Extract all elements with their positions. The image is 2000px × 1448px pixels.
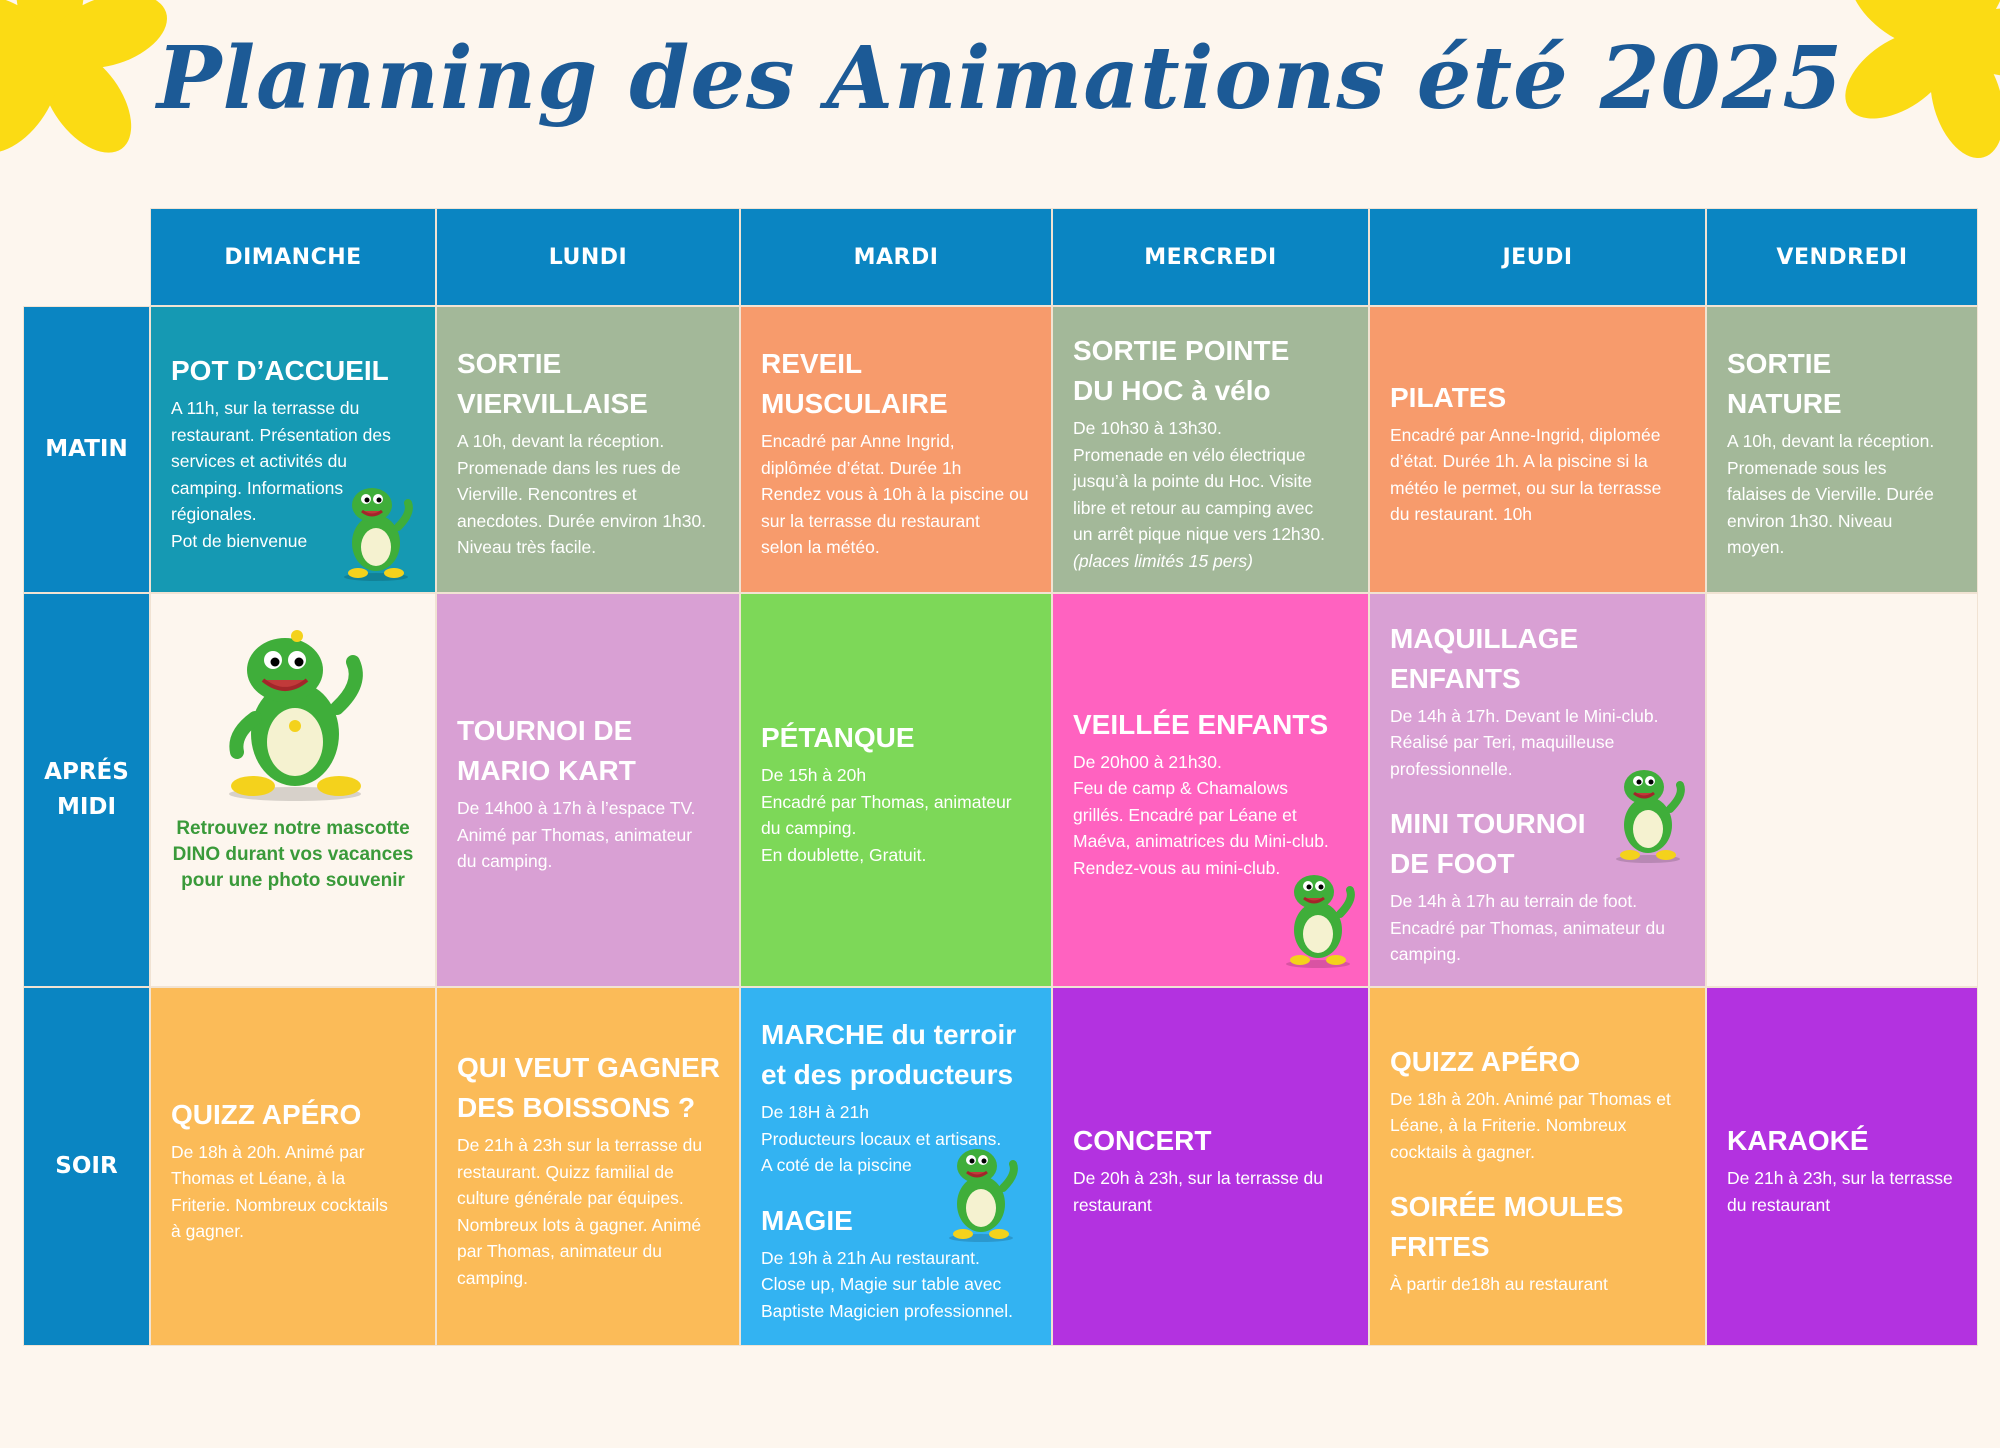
activity-title: MINI TOURNOI DE FOOT xyxy=(1390,808,1586,879)
mascot-caption: Retrouvez notre mascotte DINO durant vos vacances pour une photo souvenir xyxy=(172,818,414,891)
activity-title: POT D’ACCUEIL xyxy=(171,355,389,386)
activity-matin-vendredi xyxy=(1706,306,1978,593)
day-header-mardi: MARDI xyxy=(740,208,1052,306)
activity-apres-midi-mardi xyxy=(740,593,1052,987)
activity-title: SORTIE NATURE xyxy=(1727,348,1842,420)
period-matin xyxy=(23,306,150,593)
activity-title: QUIZZ APÉRO xyxy=(1390,1045,1581,1077)
activity-soir-lundi xyxy=(436,987,740,1346)
activity-text: De 21h à 23h sur la terrasse du restaurant. Quizz familial de culture générale par équipes. Nombreux lots à gagner. Animé par Thomas, animateur du camping. xyxy=(457,1135,703,1288)
activity-text: De 21h à 23h, sur la terrasse du restaurant xyxy=(1727,1168,1953,1215)
dino-mascot-icon xyxy=(941,1138,1021,1243)
period-label: SOIR xyxy=(55,1153,118,1179)
activity-text: De 18H à 21h Producteurs locaux et artisans. A coté de la piscine xyxy=(761,1102,1002,1175)
activity-text: Encadré par Anne-Ingrid, diplomée d’état. Durée 1h. A la piscine si la météo le permet, ou sur la terrasse du restaurant. 10h xyxy=(1390,424,1662,524)
day-header-lundi: LUNDI xyxy=(436,208,740,306)
day-header-dimanche: DIMANCHE xyxy=(150,208,436,306)
activity-matin-mercredi xyxy=(1052,306,1369,593)
period-label: MIDI xyxy=(56,794,117,820)
activity-title: KARAOKÉ xyxy=(1727,1125,1869,1156)
activity-text: De 14h à 17h. Devant le Mini-club. Réalisé par Teri, maquilleuse professionnelle. xyxy=(1390,705,1659,779)
dino-mascot-icon xyxy=(213,622,373,802)
activity-soir-dimanche xyxy=(150,987,436,1346)
activity-text: De 15h à 20h Encadré par Thomas, animateur du camping. En doublette, Gratuit. xyxy=(761,765,1012,865)
activity-soir-jeudi xyxy=(1369,987,1706,1346)
activity-text: De 20h00 à 21h30. Feu de camp & Chamalows grillés. Encadré par Léane et Maéva, animatrices du Mini-club. Rendez-vous au mini-club. xyxy=(1073,751,1329,878)
activity-text: De 14h à 17h au terrain de foot. Encadré par Thomas, animateur du camping. xyxy=(1390,891,1665,964)
activity-text: A 10h, devant la réception. Promenade sous les falaises de Vierville. Durée environ 1h30. Niveau moyen. xyxy=(1727,431,1935,558)
day-header-vendredi: VENDREDI xyxy=(1706,208,1978,306)
activity-text: De 14h00 à 17h à l’espace TV. Animé par Thomas, animateur du camping. xyxy=(457,798,696,872)
activity-title: MAQUILLAGE ENFANTS xyxy=(1390,622,1579,694)
activity-title: REVEIL MUSCULAIRE xyxy=(761,348,948,420)
activity-matin-lundi xyxy=(436,306,740,593)
period-apres-midi xyxy=(23,593,150,987)
activity-title: PÉTANQUE xyxy=(761,722,915,753)
activity-title: MARCHE du terroir et des producteurs xyxy=(761,1019,1017,1090)
activity-soir-mercredi xyxy=(1052,987,1369,1346)
activity-title: CONCERT xyxy=(1073,1125,1212,1156)
dino-mascot-icon xyxy=(1608,759,1688,864)
day-header-jeudi: JEUDI xyxy=(1369,208,1706,306)
activity-title: QUIZZ APÉRO xyxy=(171,1098,362,1130)
activity-text: À partir de18h au restaurant xyxy=(1390,1274,1608,1294)
activity-text: A 11h, sur la terrasse du restaurant. Présentation des services et activités du camping. Informations régionales. Pot de bienvenue xyxy=(171,398,391,551)
activity-note: (places limités 15 pers) xyxy=(1073,550,1253,571)
activity-apres-midi-mercredi xyxy=(1052,593,1369,987)
activity-title: PILATES xyxy=(1390,381,1507,413)
period-label: APRÉS xyxy=(44,759,129,785)
activity-text: De 19h à 21h Au restaurant. Close up, Magie sur table avec Baptiste Magicien professionnel. xyxy=(761,1247,1013,1321)
activity-title: SOIRÉE MOULES FRITES xyxy=(1390,1191,1624,1262)
activity-text: Encadré par Anne Ingrid, diplômée d’état. Durée 1h Rendez vous à 10h à la piscine ou sur la terrasse du restaurant selon la météo. xyxy=(761,431,1029,558)
page-title: Planning des Animations été 2025 xyxy=(156,28,1844,129)
activity-title: SORTIE POINTE DU HOC à vélo xyxy=(1073,335,1290,406)
day-header-mercredi: MERCREDI xyxy=(1052,208,1369,306)
dino-mascot-icon xyxy=(1278,864,1358,969)
activity-text: De 20h à 23h, sur la terrasse du restaurant xyxy=(1073,1168,1324,1215)
schedule-grid xyxy=(23,208,1978,1346)
activity-title: TOURNOI DE MARIO KART xyxy=(457,715,636,787)
activity-text: De 18h à 20h. Animé par Thomas et Léane, à la Friterie. Nombreux cocktails à gagner. xyxy=(1390,1088,1671,1162)
activity-text: A 10h, devant la réception. Promenade dans les rues de Vierville. Rencontres et anecdotes. Durée environ 1h30. Niveau très facile. xyxy=(457,431,707,558)
activity-soir-vendredi xyxy=(1706,987,1978,1346)
activity-soir-mardi xyxy=(740,987,1052,1346)
activity-title: VEILLÉE ENFANTS xyxy=(1073,708,1329,740)
activity-matin-mardi xyxy=(740,306,1052,593)
activity-apres-midi-jeudi xyxy=(1369,593,1706,987)
activity-text: De 18h à 20h. Animé par Thomas et Léane, à la Friterie. Nombreux cocktails à gagner. xyxy=(171,1141,388,1241)
activity-title: MAGIE xyxy=(761,1204,853,1236)
period-soir xyxy=(23,987,150,1346)
activity-apres-midi-lundi xyxy=(436,593,740,987)
activity-title: SORTIE VIERVILLAISE xyxy=(457,348,648,420)
activity-matin-dimanche xyxy=(150,306,436,593)
activity-text: De 10h30 à 13h30. Promenade en vélo électrique jusqu’à la pointe du Hoc. Visite libre et retour au camping avec un arrêt pique nique vers 12h30. xyxy=(1073,418,1325,544)
dino-mascot-icon xyxy=(336,477,416,582)
activity-matin-jeudi xyxy=(1369,306,1706,593)
grid-corner xyxy=(23,208,150,306)
activity-apres-midi-vendredi-empty xyxy=(1706,593,1978,987)
mascot-cell xyxy=(150,593,436,987)
period-label: MATIN xyxy=(45,436,128,462)
activity-title: QUI VEUT GAGNER DES BOISSONS ? xyxy=(457,1052,720,1123)
